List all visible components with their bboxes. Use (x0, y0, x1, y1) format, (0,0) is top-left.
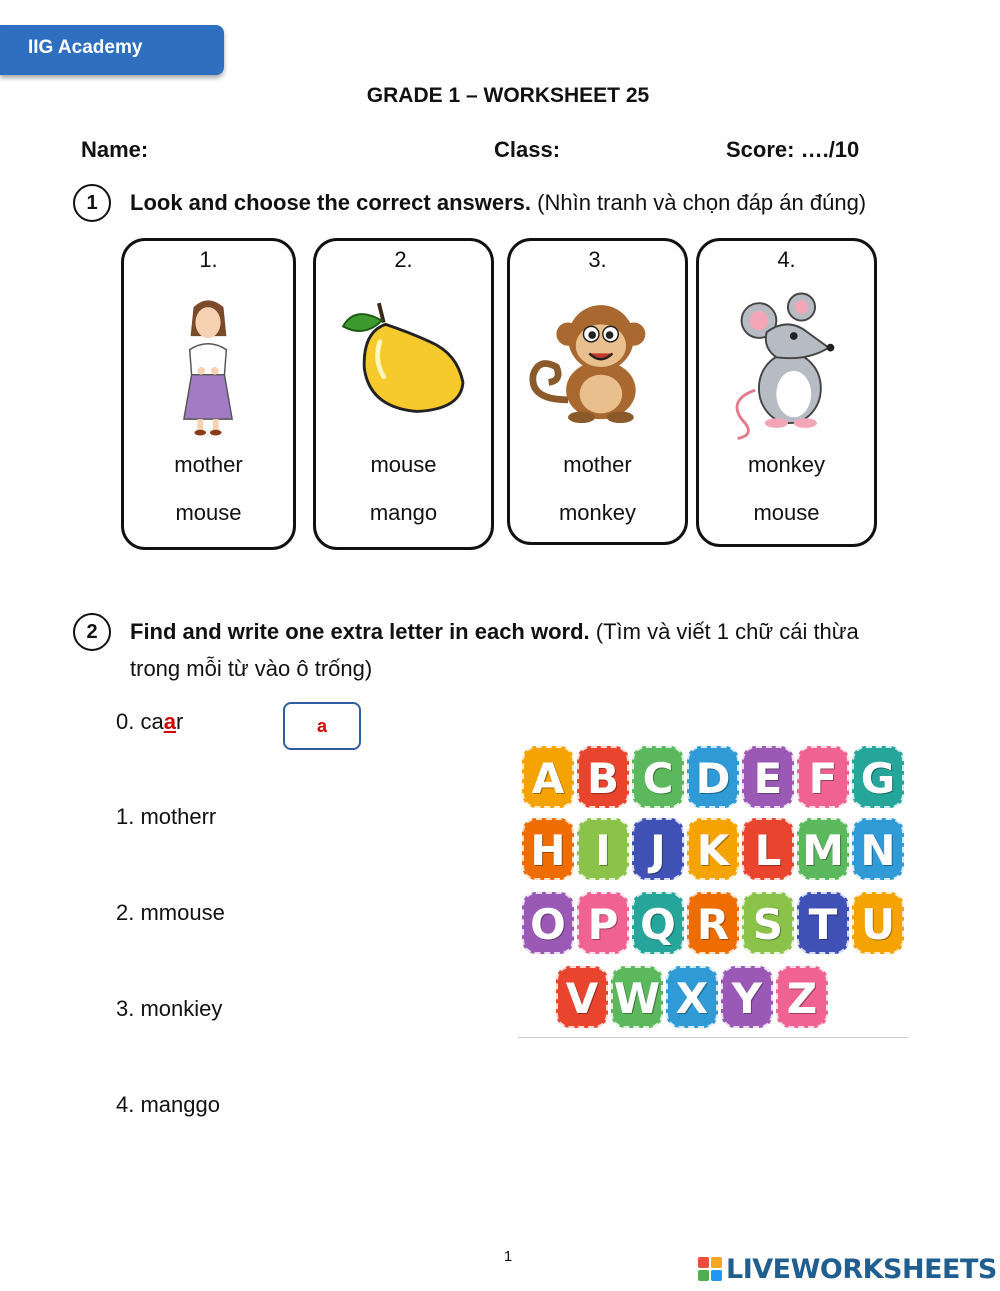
example-suffix: r (175, 709, 184, 734)
woman-picture (124, 291, 293, 441)
logo-text: LIVEWORKSHEETS (726, 1253, 997, 1285)
card-option-1[interactable]: monkey (747, 452, 826, 477)
logo-square (698, 1257, 709, 1268)
picture-card-2 (313, 238, 494, 550)
alphabet-letter-z: Z (776, 966, 828, 1028)
section-2-instruction (130, 613, 859, 687)
section-1-number: 1 (73, 184, 111, 222)
logo-square (698, 1270, 709, 1281)
score-label: Score: …./10 (726, 137, 860, 162)
alphabet-letter-p: P (577, 892, 629, 954)
picture-card-4 (696, 238, 877, 547)
word-item-3: 3. monkiey (116, 996, 223, 1021)
class-label: Class: (494, 137, 561, 162)
alphabet-letter-h: H (522, 818, 574, 880)
alphabet-letter-c: C (632, 746, 684, 808)
alphabet-letter-f: F (797, 746, 849, 808)
alphabet-letter-r: R (687, 892, 739, 954)
alphabet-letter-t: T (797, 892, 849, 954)
section-1-instruction (130, 184, 866, 221)
name-label: Name: (81, 137, 149, 162)
alphabet-letter-v: V (556, 966, 608, 1028)
example-prefix: 0. ca (116, 709, 164, 734)
mouse-picture (699, 291, 874, 441)
card-option-2[interactable]: mouse (753, 500, 820, 525)
worksheet-title: GRADE 1 – WORKSHEET 25 (366, 84, 650, 107)
alphabet-picture (518, 742, 910, 1038)
card-option-2[interactable]: monkey (558, 500, 637, 525)
example-answer-box: a (283, 702, 361, 750)
section-1-instruction-bold: Look and choose the correct answers. (130, 190, 532, 215)
alphabet-letter-m: M (797, 818, 849, 880)
logo-square (711, 1257, 722, 1268)
alphabet-letter-l: L (742, 818, 794, 880)
alphabet-letter-d: D (687, 746, 739, 808)
page-number: 1 (503, 1248, 513, 1265)
card-number: 4. (777, 247, 796, 272)
alphabet-letter-o: O (522, 892, 574, 954)
logo-square (711, 1270, 722, 1281)
picture-card-1 (121, 238, 296, 550)
section-1-instruction-rest: (Nhìn tranh và chọn đáp án đúng) (531, 190, 867, 215)
section-2-instruction-bold: Find and write one extra letter in each word. (130, 619, 590, 644)
alphabet-letter-n: N (852, 818, 904, 880)
alphabet-letter-b: B (577, 746, 629, 808)
alphabet-letter-e: E (742, 746, 794, 808)
word-item-2: 2. mmouse (116, 900, 225, 925)
alphabet-letter-a: A (522, 746, 574, 808)
alphabet-letter-q: Q (632, 892, 684, 954)
card-number: 2. (394, 247, 413, 272)
alphabet-letter-y: Y (721, 966, 773, 1028)
section-2-instruction-line2: trong mỗi từ vào ô trống) (130, 656, 373, 681)
card-option-2[interactable]: mouse (175, 500, 242, 525)
academy-tag: IIG Academy (0, 25, 224, 75)
card-number: 3. (588, 247, 607, 272)
liveworksheets-logo (698, 1254, 997, 1284)
alphabet-letter-s: S (742, 892, 794, 954)
card-option-1[interactable]: mother (174, 452, 243, 477)
alphabet-letter-u: U (852, 892, 904, 954)
section-2-instruction-rest: (Tìm và viết 1 chữ cái thừa (589, 619, 859, 644)
word-item-4: 4. manggo (116, 1092, 220, 1117)
card-option-2[interactable]: mango (369, 500, 438, 525)
alphabet-letter-i: I (577, 818, 629, 880)
logo-icon (698, 1257, 722, 1281)
alphabet-baseline (518, 1037, 908, 1038)
example-extra-letter: a (163, 709, 176, 734)
alphabet-letter-w: W (611, 966, 663, 1028)
picture-card-3 (507, 238, 688, 545)
card-option-1[interactable]: mother (563, 452, 632, 477)
alphabet-letter-x: X (666, 966, 718, 1028)
alphabet-letter-k: K (687, 818, 739, 880)
alphabet-letter-j: J (632, 818, 684, 880)
mango-picture (316, 291, 491, 441)
alphabet-letter-g: G (852, 746, 904, 808)
example-word (116, 709, 183, 735)
monkey-picture (510, 291, 685, 441)
word-item-1: 1. motherr (116, 804, 217, 829)
card-option-1[interactable]: mouse (370, 452, 437, 477)
section-2-number: 2 (73, 613, 111, 651)
card-number: 1. (199, 247, 218, 272)
